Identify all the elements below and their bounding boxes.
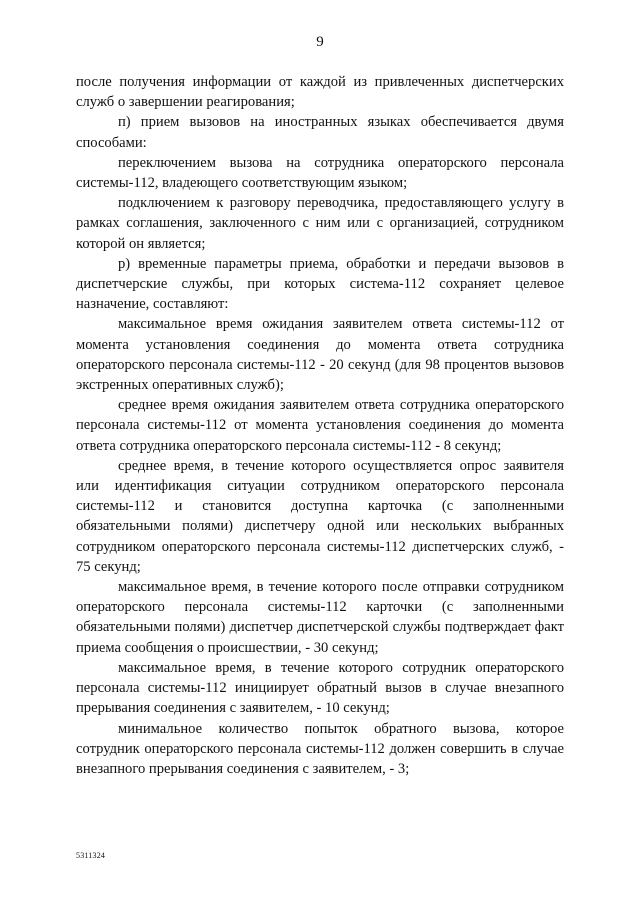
document-code: 5311324 xyxy=(76,851,106,860)
page-number: 9 xyxy=(316,34,324,50)
paragraph: после получения информации от каждой из привлеченных диспетчерских служб о завершении реагирования; xyxy=(76,74,564,111)
document-body xyxy=(76,72,564,779)
paragraph: переключением вызова на сотрудника операторского персонала системы-112, владеющего соответствующим языком; xyxy=(76,154,564,192)
paragraph: подключением к разговору переводчика, предоставляющего услугу в рамках соглашения, заключенного с ним или с организацией, сотрудником которой он является; xyxy=(76,195,564,252)
paragraph: среднее время, в течение которого осуществляется опрос заявителя или идентификация ситуации сотрудником операторского персонала системы-112 и становится доступна карточка (с заполненными обязательными полями) диспетчеру одной или нескольких выбранных сотрудником операторского персонала системы-112 диспетчерских служб, - 75 секунд; xyxy=(76,457,564,575)
paragraph: п) прием вызовов на иностранных языках обеспечивается двумя способами: xyxy=(76,114,564,151)
paragraph: максимальное время, в течение которого сотрудник операторского персонала системы-112 инициирует обратный вызов в случае внезапного прерывания соединения с заявителем, - 10 секунд; xyxy=(76,659,564,717)
paragraph: максимальное время, в течение которого после отправки сотрудником операторского персонала системы-112 карточки (с заполненными обязательными полями) диспетчер диспетчерской службы подтверждает факт приема сообщения о происшествии, - 30 секунд; xyxy=(76,579,564,656)
paragraph: минимальное количество попыток обратного вызова, которое сотрудник операторского персонала системы-112 должен совершить в случае внезапного прерывания соединения с заявителем, - 3; xyxy=(76,720,564,777)
paragraph: максимальное время ожидания заявителем ответа системы-112 от момента установления соединения до момента ответа сотрудника операторского персонала системы-112 - 20 секунд (для 98 процентов вызовов экстренных оперативных служб); xyxy=(76,316,564,394)
paragraph: р) временные параметры приема, обработки и передачи вызовов в диспетчерские службы, при которых система-112 сохраняет целевое назначение, составляют: xyxy=(76,255,564,313)
paragraph: среднее время ожидания заявителем ответа сотрудника операторского персонала системы-112 от момента установления соединения до момента ответа сотрудника операторского персонала системы-112 - 8 секунд; xyxy=(76,397,564,454)
